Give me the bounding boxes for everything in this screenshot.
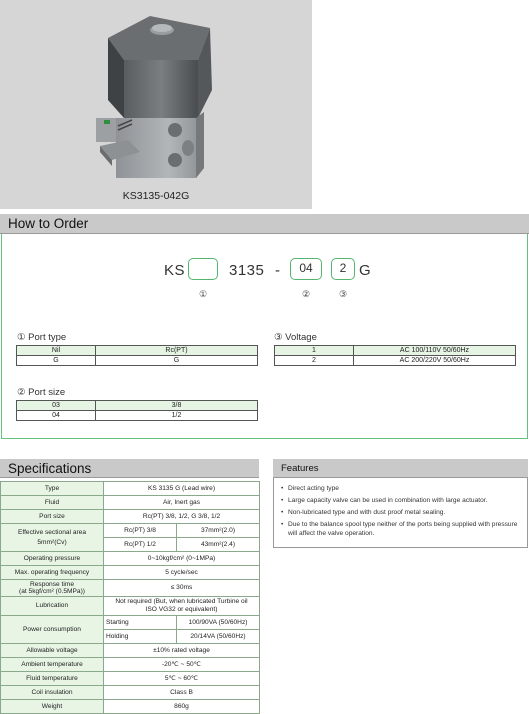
table-row: G G <box>17 356 258 366</box>
code-dash: - <box>275 262 281 279</box>
table-row: Coil insulation Class B <box>1 686 260 700</box>
code-box-port-size: 04 <box>290 258 322 280</box>
table-row: Effective sectional area 5mm²(Cv) Rc(PT) 3/8 37mm²(2.0) <box>1 524 260 538</box>
features-list <box>281 484 527 541</box>
table-row: Response time (at 5kgf/cm² (0.5MPa)) ≤ 30ms <box>1 580 260 597</box>
how-to-order-header: How to Order <box>0 214 529 234</box>
table-row: Allowable voltage ±10% rated voltage <box>1 644 260 658</box>
table-row: Fluid Air, Inert gas <box>1 496 260 510</box>
table-row: Fluid temperature 5℃ ~ 60℃ <box>1 672 260 686</box>
code-box-port-type <box>188 258 218 280</box>
table-row: Type KS 3135 G (Lead wire) <box>1 482 260 496</box>
code-box-voltage: 2 <box>331 258 355 280</box>
specifications-table <box>0 481 260 714</box>
code-marker-2: ② <box>302 289 311 299</box>
table-row: Port size Rc(PT) 3/8, 1/2, G 3/8, 1/2 <box>1 510 260 524</box>
list-item: • Non-lubricated type and with dust proof metal sealing. <box>281 508 527 517</box>
table-row: Rc(PT) 1/2 43mm²(2.4) <box>1 538 260 552</box>
table-row: 04 1/2 <box>17 411 258 421</box>
table-row: Lubrication Not required (But, when lubricated Turbine oil ISO VG32 or equivalent) <box>1 597 260 616</box>
features-header: Features <box>273 459 528 478</box>
list-item: • Due to the balance spool type neither of the ports being supplied with pressure will affect the valve operation. <box>281 520 527 538</box>
table-row: Operating pressure 0~10kgf/cm² (0~1MPa) <box>1 552 260 566</box>
table-row: Power consumption Starting 100/90VA (50/60Hz) <box>1 616 260 630</box>
response-time-label: Response time (at 5kgf/cm² (0.5MPa)) <box>1 580 104 597</box>
voltage-title: ③ Voltage <box>274 332 317 343</box>
port-size-table <box>16 400 258 421</box>
product-photo <box>0 0 312 209</box>
table-row: Max. operating frequency 5 cycle/sec <box>1 566 260 580</box>
specifications-header: Specifications <box>0 459 259 478</box>
code-marker-1: ① <box>199 289 208 299</box>
product-caption: KS3135-042G <box>122 190 190 202</box>
voltage-table <box>274 345 516 366</box>
port-type-table <box>16 345 258 366</box>
solenoid-valve-image <box>0 0 312 209</box>
code-prefix: KS <box>164 262 186 279</box>
port-size-title: ② Port size <box>17 387 66 398</box>
code-suffix: G <box>359 262 372 279</box>
table-row: 1 AC 100/110V 50/60Hz <box>275 346 516 356</box>
table-row: Ambient temperature -20℃ ~ 50℃ <box>1 658 260 672</box>
table-row: 03 3/8 <box>17 401 258 411</box>
table-row: 2 AC 200/220V 50/60Hz <box>275 356 516 366</box>
code-series: 3135 <box>229 262 265 279</box>
list-item: • Direct acting type <box>281 484 527 493</box>
table-row: Weight 860g <box>1 700 260 714</box>
table-row: Nil Rc(PT) <box>17 346 258 356</box>
lubrication-value: Not required (But, when lubricated Turbine oil ISO VG32 or equivalent) <box>104 597 260 616</box>
code-marker-3: ③ <box>339 289 348 299</box>
effective-area-label: Effective sectional area 5mm²(Cv) <box>1 524 104 552</box>
list-item: • Large capacity valve can be used in combination with large actuator. <box>281 496 527 505</box>
port-type-title: ① Port type <box>17 332 67 343</box>
table-row: Holding 20/14VA (50/60Hz) <box>1 630 260 644</box>
